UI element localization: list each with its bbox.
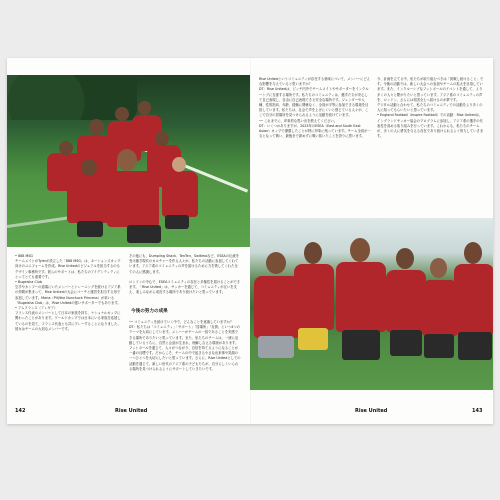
left-column-2-after: ── コミュニティを続けていく中で、どんなことを意識していますか？ DT：私たちは「コミュニティ」「サポート」「居場所」「友情」という4つのテーマを大切にしています。メンバーがチームの一員であることを実感できる場所でありたいと思っています。また、私たちのチームは、一緒に活動しているうちに、自然と会話が生まれ、理解し合える環境があります。フットボールを通じて、人々がつながり、自信を持てるようになることが一番の目標です。だからこそ、チームの中で起きる小さな出来事や笑顔の一つひとつを大切にしたいと思っています。さらに、Rise Unitedとしての活動を通じて、新しい世代のアジア系の子どもたちが、自分らしくいられる場所を見つけられるようにサポートしていきたいです。 [129,320,241,371]
team-lineup-photo [250,218,493,390]
page-number-right: 143 [472,408,483,414]
left-column-2: その他にも、Dumpling Shack、TenTen、Switimoなど、ESEAの伝統を受け継ぎ現代のカルチャーを作る人々が、私たちの活動に参加してくれています。アジア系のコミュニティの声を届けるために力を貸してくれた全ての人に感謝します。 ロンドンの中心で、ESEAコミュニティの存在と多様性を届けることができます。「Rise United」は、サッカーを通じて、コミュニティが互いを支え、楽しみながら成長する場所であり続けたいと思っています。 [129,254,241,295]
running-head-right: Rise United [355,408,388,414]
page-number-left: 142 [15,408,26,414]
team-celebration-photo [7,75,250,247]
subheading: 今後の努力の成果 [131,309,168,314]
right-column-1: Rise Unitedというコミュニティが存在する意味について、メンバーにどんな影響を与えていると思いますか？ DT：Rise Unitedは、ピッチ内外でチームメイトやサポーターをインクルーシブに支援する場所です。私たちのコミュニティは、選手たちが安心して自己表現し、自由に自己表現できる安全な場所です。ジェンダーや人種、性的指向、年齢、経験に関係なく、全員が平等に参加できる環境を目指しています。私たちは、社会で声を上げにくいと感じている人々が、ここで自分の居場所を見つけられるように活動を続けています。 ── これまでに、印象的な思い出を教えてください。 DT：いくつかありますが、2023年のESEA（East and South East Asian）カップで優勝したことが特に印象に残っています。チーム全員が一丸となって戦い、最後まで諦めずに戦い抜いたことを誇りに思います。 [259,77,371,139]
right-column-2: 今、計画を立てる中、私たちが取り組むべきは「挑戦し続けること」です。今後の活動では、新しい大会への参加やチームの拡大を目指しています。また、インクルーシブなフットボールのイベントを通して、より多くの人々と繋がりたいと思っています。アジア系のコミュニティの声を、ロンドン、さらには英国全土へ届けるのが夢です。 デジタル活動と合わせて、私たちのコミュニティでの活動をより多くの人に知ってもらいたいと思っています。 • England Football（Inspire Football）での活動：Rise Unitedは、イングランドサッカー協会のプログラムに参加し、アジア系の選手の代表性を高める取り組みを行っています。これからも、私たちのチームが、多くの人に勇気を与える存在であり続けられるよう努力していきます。 [377,77,484,139]
running-head-left: Rise United [115,408,148,414]
left-column-1: • 888 MSG チームメイトがTylerが設立した「888 MSG」は、ネーションズカップ向けのユニフォームを作成。Rise Unitedのビジュアルを担当するのもデザイン事務所です。彼らのサポートは、私たちのアイデンティティにとってとても重要です。 • Bugeisha Club 空手やカンフーの道場にいたメンバーとトレーニングを続けるアジア系の仲間が集まって、Rise Unitedの大会にコーチと運営を担当する形で参加しています。Maria（Pill/the Nunchuck Princess）が率いる「Bugeisha Club」は、Rise Unitedの強いサポーターでもあります。 • アムフランス（アレギア） フランス代表のメンバーとして日本の家族を持ち、ナショナルカップに関わったことがあります。ワールドカップでは日本にいる家族を応援しているのを見て、フランス代表とも共にプレーすることになりました。彼女はチームの大切なメンバーです。 [15,254,121,331]
magazine-spread [7,58,493,424]
